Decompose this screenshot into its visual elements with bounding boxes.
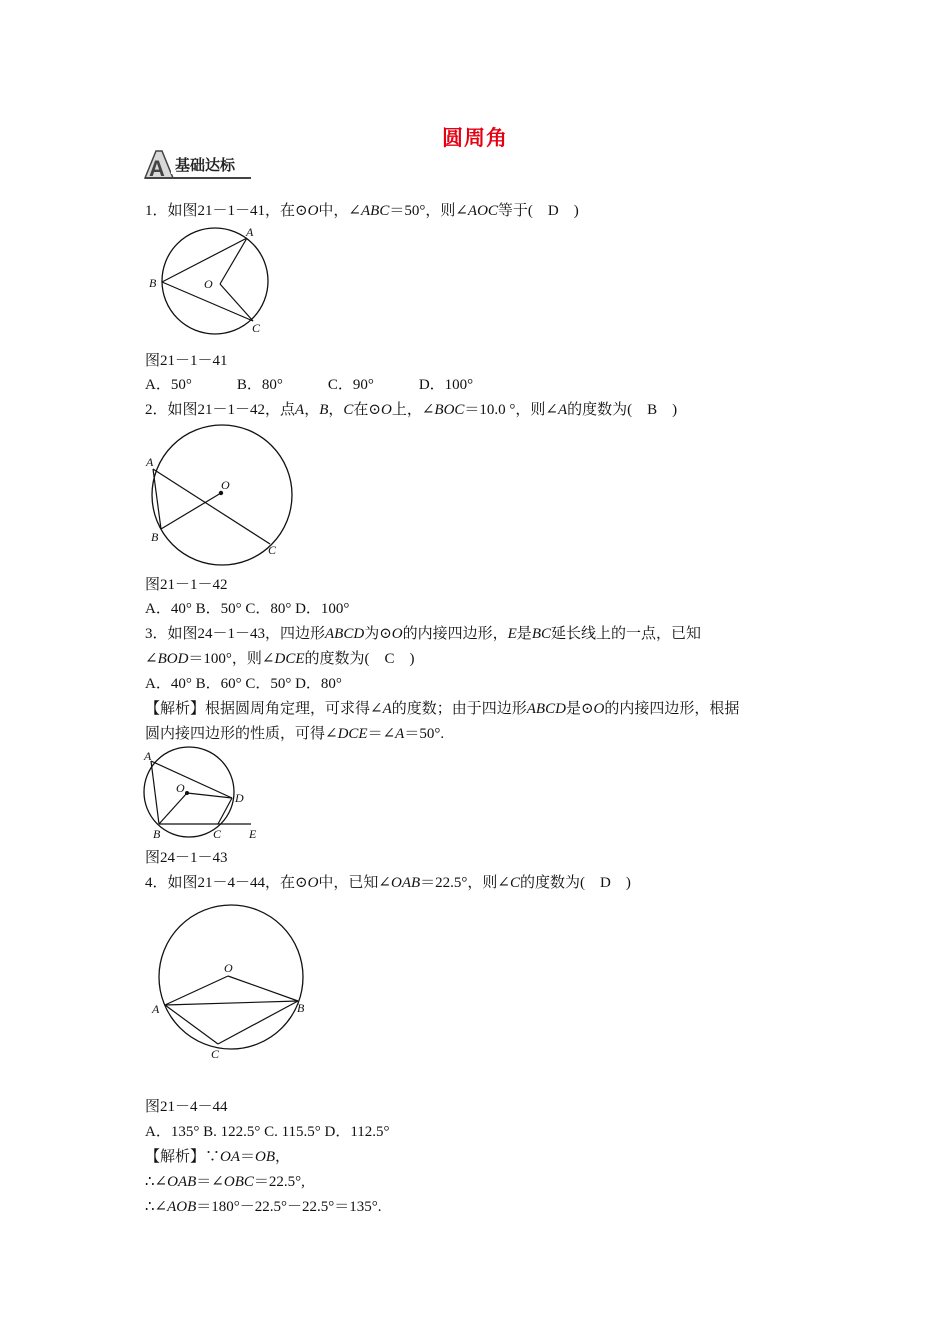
q3-figure xyxy=(141,745,263,843)
q1-label-a: A xyxy=(246,225,254,239)
q2-label-b: B xyxy=(151,530,159,544)
q3-label-d: D xyxy=(235,791,244,805)
q2-label-c: C xyxy=(268,543,277,557)
q1-figure xyxy=(145,225,275,337)
q4-label-a: A xyxy=(152,1002,160,1016)
q2-label-o: O xyxy=(221,478,230,492)
q4-stem: 4．如图21－4－44，在⊙O中，已知∠OAB＝22.5°，则∠C的度数为( D ) xyxy=(145,875,631,891)
section-badge-letter: A xyxy=(149,156,165,180)
q4-label-b: B xyxy=(297,1001,305,1015)
q4-analysis-line3: ∴∠AOB＝180°－22.5°－22.5°＝135°. xyxy=(145,1199,382,1215)
q2-caption: 图21－1－42 xyxy=(145,577,228,593)
q1-stem: 1．如图21－1－41，在⊙O中，∠ABC＝50°，则∠AOC等于( D ) xyxy=(145,203,579,219)
q1-caption: 图21－1－41 xyxy=(145,353,228,369)
q4-analysis-line2: ∴∠OAB＝∠OBC＝22.5°, xyxy=(145,1174,305,1190)
q1-options: A．50° B．80° C．90° D．100° xyxy=(145,377,474,393)
q4-caption: 图21－4－44 xyxy=(145,1099,228,1115)
page-title: 圆周角 xyxy=(442,126,508,150)
q4-figure xyxy=(145,898,315,1068)
q3-analysis-line2: 圆内接四边形的性质，可得∠DCE＝∠A＝50°. xyxy=(145,726,445,742)
q3-caption: 图24－1－43 xyxy=(145,850,228,866)
q2-figure xyxy=(145,422,295,567)
section-badge xyxy=(143,148,255,180)
q3-stem-line1: 3．如图24－1－43，四边形ABCD为⊙O的内接四边形，E是BC延长线上的一点，已知 xyxy=(145,626,701,642)
section-badge-label: 基础达标 xyxy=(175,156,236,174)
q3-label-a: A xyxy=(144,749,152,763)
q3-label-c: C xyxy=(213,827,222,841)
q3-label-o: O xyxy=(176,781,185,795)
q3-stem-line2: ∠BOD＝100°，则∠DCE的度数为( C ) xyxy=(145,651,415,667)
q2-label-a: A xyxy=(146,455,154,469)
q2-stem: 2．如图21－1－42，点A，B，C在⊙O上，∠BOC＝10.0 °，则∠A的度数为( B ) xyxy=(145,402,678,418)
q4-analysis-line1: 【解析】∵OA＝OB， xyxy=(145,1149,291,1165)
q2-options: A．40° B．50° C．80° D．100° xyxy=(145,601,350,617)
q3-analysis-line1: 【解析】根据圆周角定理，可求得∠A的度数；由于四边形ABCD是⊙O的内接四边形，根据 xyxy=(145,701,740,717)
q1-label-b: B xyxy=(149,276,157,290)
q4-label-c: C xyxy=(211,1047,220,1061)
q3-label-b: B xyxy=(153,827,161,841)
q4-options: A．135° B. 122.5° C. 115.5° D．112.5° xyxy=(145,1124,390,1140)
q1-label-c: C xyxy=(252,321,261,335)
q1-label-o: O xyxy=(204,277,213,291)
q4-label-o: O xyxy=(224,961,233,975)
q3-options: A．40° B．60° C．50° D．80° xyxy=(145,676,342,692)
q3-label-e: E xyxy=(249,827,257,841)
